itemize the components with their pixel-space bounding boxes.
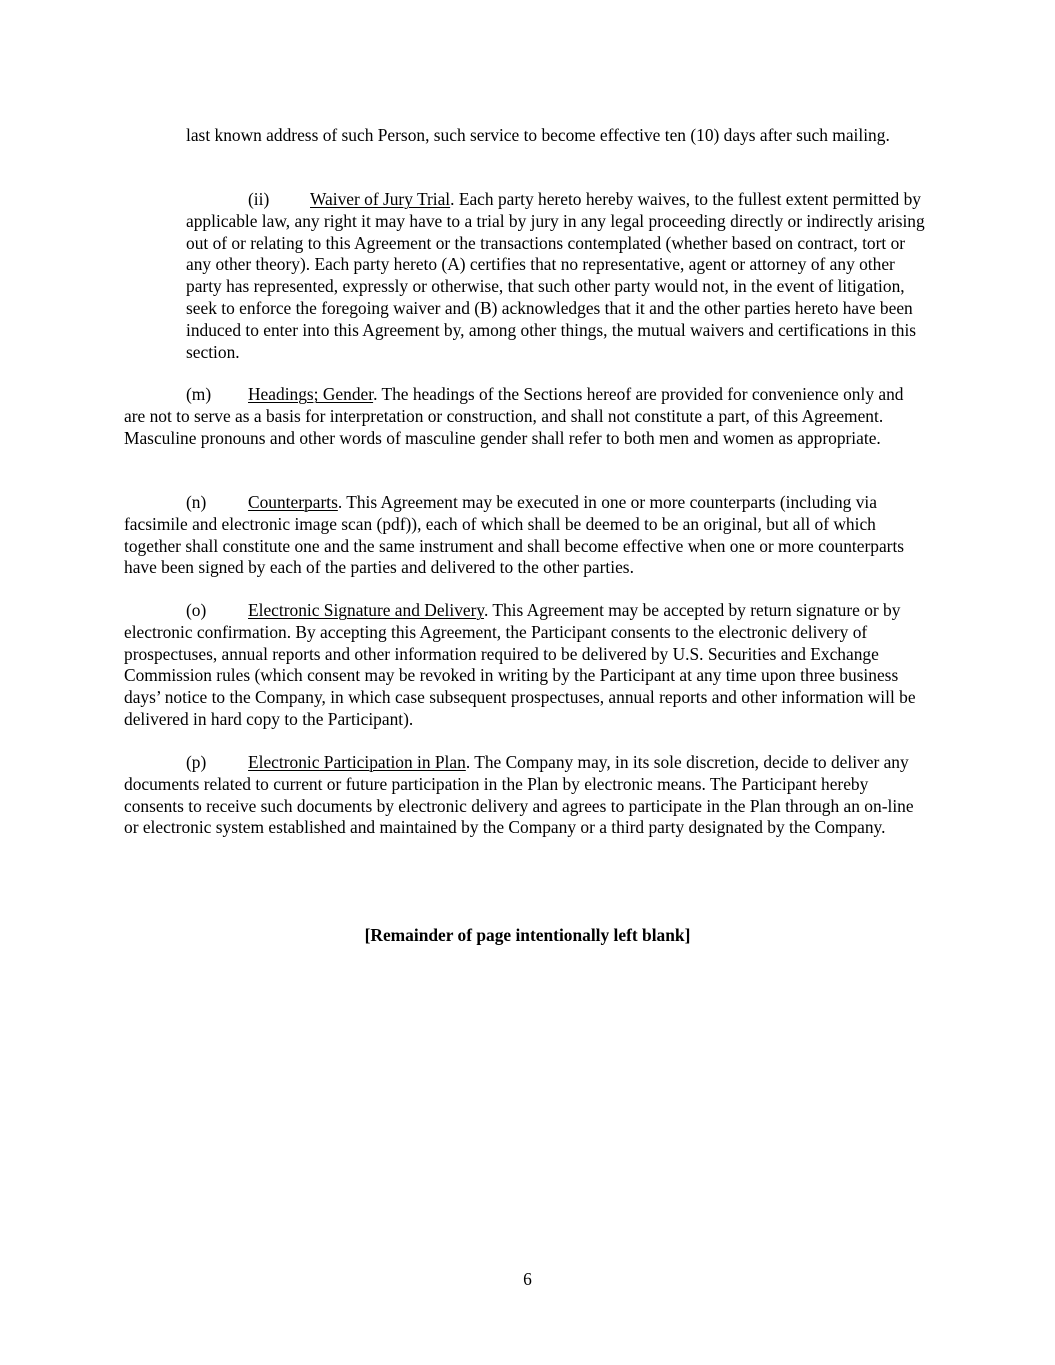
section-p-label: (p) xyxy=(186,752,207,772)
section-p-heading: Electronic Participation in Plan xyxy=(248,752,466,772)
section-o-body: . This Agreement may be accepted by return signature or by electronic confirmation. By accepting this Agreement, the Participant consents to the electronic delivery of prospectuses, annual reports and other information required to be delivered by U.S. Securities and Exchange Commission rules (which consent may be revoked in writing by the Participant at any time upon three business days’ notice to the Company, in which case subsequent prospectuses, annual reports and other information will be delivered in hard copy to the Participant). xyxy=(124,600,916,729)
section-ii-body: . Each party hereto hereby waives, to the fullest extent permitted by applicable law, any right it may have to a trial by jury in any legal proceeding directly or indirectly arising out of or relating to this Agreement or the transactions contemplated (whether based on contract, tort or any other theory). Each party hereto (A) certifies that no representative, agent or attorney of any other party has represented, expressly or otherwise, that such other party would not, in the event of litigation, seek to enforce the foregoing waiver and (B) acknowledges that it and the other parties hereto have been induced to enter into this Agreement by, among other things, the mutual waivers and certifications in this section. xyxy=(186,189,925,362)
section-n-paragraph xyxy=(124,492,928,579)
section-o-label: (o) xyxy=(186,600,207,620)
section-ii-label: (ii) xyxy=(248,189,270,209)
section-n-label: (n) xyxy=(186,492,207,512)
section-m-heading: Headings; Gender xyxy=(248,384,374,404)
section-m-body: . The headings of the Sections hereof are provided for convenience only and are not to serve as a basis for interpretation or construction, and shall not constitute a part, of this Agreement. Masculine pronouns and other words of masculine gender shall refer to both men and women as appropriate. xyxy=(124,384,904,448)
page-number: 6 xyxy=(523,1269,532,1289)
section-n-body: . This Agreement may be executed in one or more counterparts (including via facsimile and electronic image scan (pdf)), each of which shall be deemed to be an original, but all of which together shall constitute one and the same instrument and shall become effective when one or more counterparts have been signed by each of the parties and delivered to the other parties. xyxy=(124,492,905,578)
section-m-paragraph xyxy=(124,384,928,449)
section-ii-paragraph xyxy=(186,189,926,363)
section-p-paragraph xyxy=(124,752,928,839)
section-o-heading: Electronic Signature and Delivery xyxy=(248,600,484,620)
section-p-body: . The Company may, in its sole discretion, decide to deliver any documents related to current or future participation in the Plan by electronic means. The Participant hereby consents to receive such documents by electronic delivery and agrees to participate in the Plan through an on-line or electronic system established and maintained by the Company or a third party designated by the Company. xyxy=(124,752,914,838)
continuation-paragraph: last known address of such Person, such service to become effective ten (10) days after such mailing. xyxy=(186,125,890,145)
remainder-blank-note: [Remainder of page intentionally left blank] xyxy=(364,925,691,945)
section-ii-heading: Waiver of Jury Trial xyxy=(310,189,451,209)
section-n-heading: Counterparts xyxy=(248,492,338,512)
section-o-paragraph xyxy=(124,600,928,731)
section-m-label: (m) xyxy=(186,384,212,404)
